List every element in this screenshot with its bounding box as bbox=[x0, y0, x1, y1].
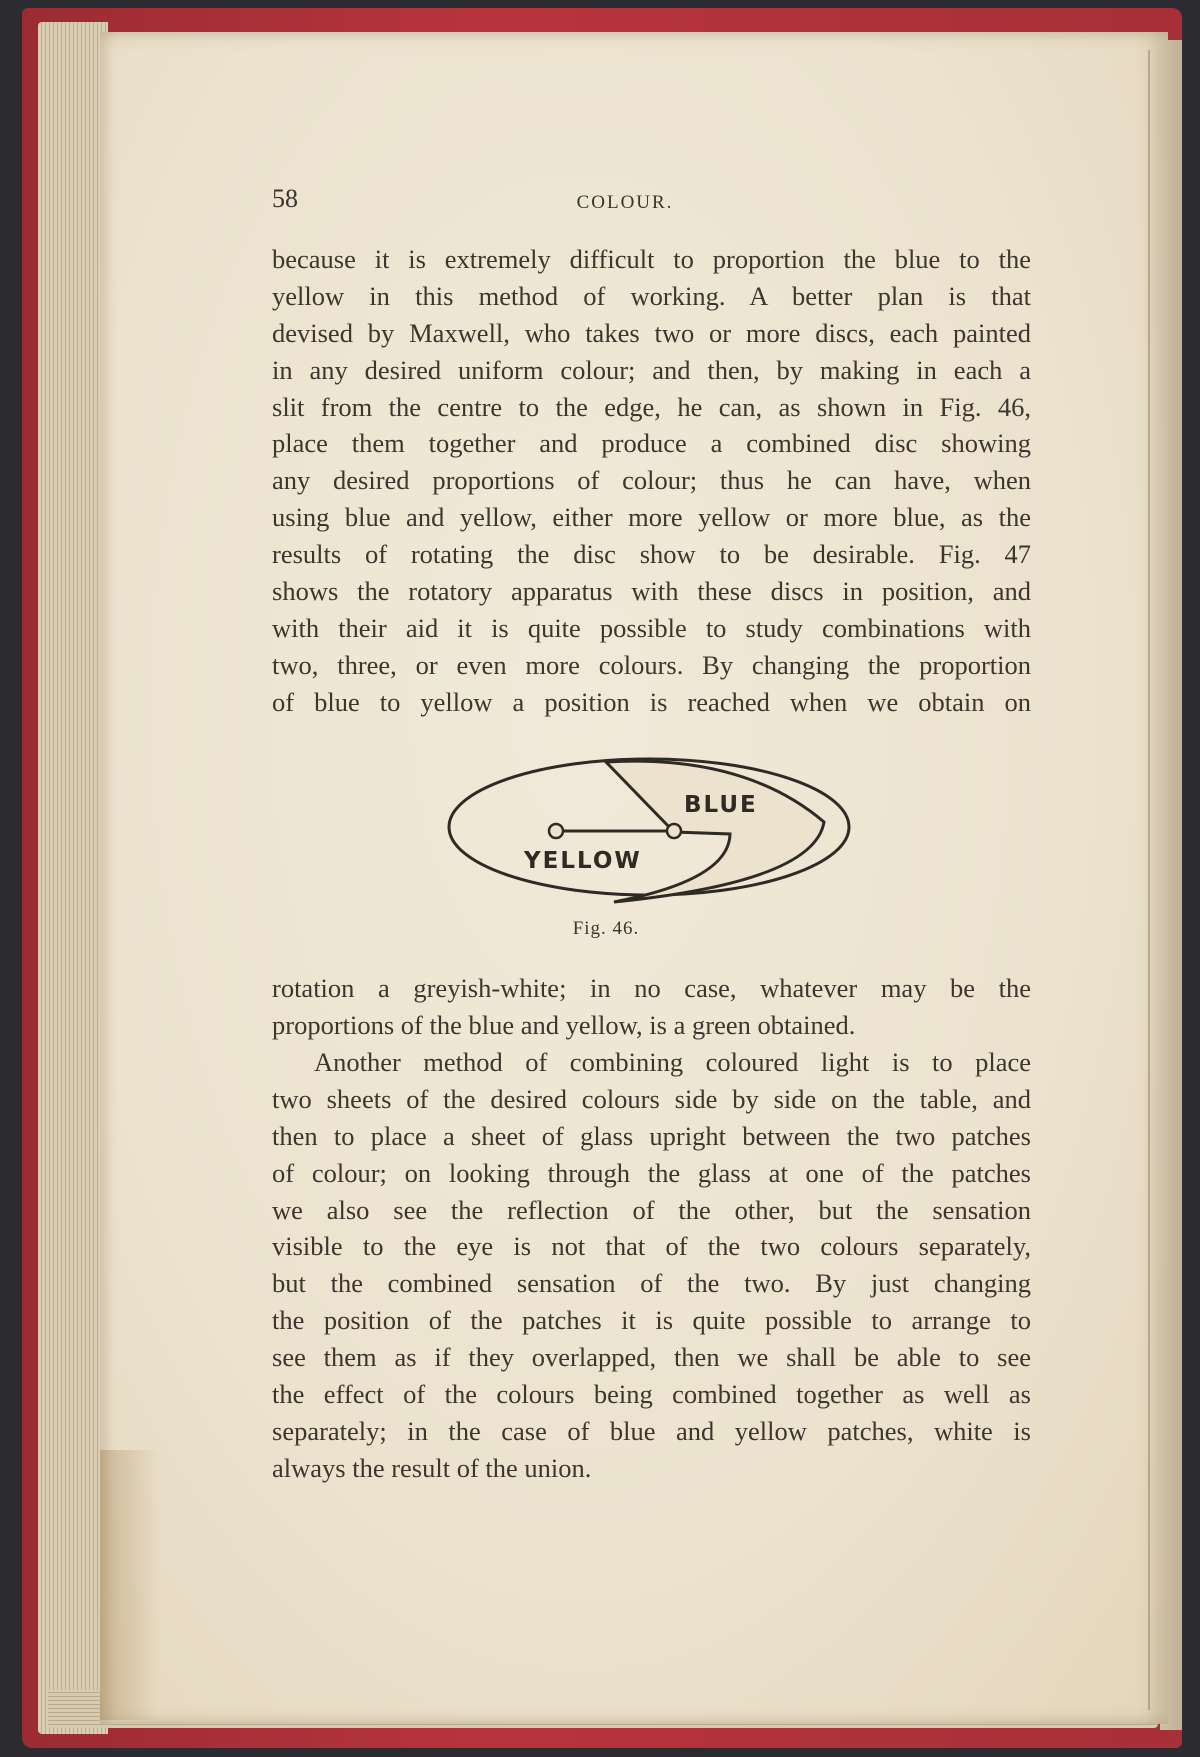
text-line: slit from the centre to the edge, he can, as shown in Fig. 46, bbox=[272, 391, 1031, 422]
text-line: yellow in this method of working. A better plan is that bbox=[272, 280, 1031, 311]
figure-46-disc-diagram bbox=[444, 752, 854, 912]
page-gutter bbox=[1148, 50, 1150, 1710]
text-line: the effect of the colours being combined together as well as bbox=[272, 1379, 1031, 1410]
label-blue: BLUE bbox=[684, 792, 758, 818]
running-head-text: COLOUR. bbox=[576, 192, 674, 213]
page-stain bbox=[100, 1450, 160, 1720]
text-line: of colour; on looking through the glass at one of the patches bbox=[272, 1157, 1031, 1188]
paragraph-1 bbox=[272, 241, 1031, 721]
figure-caption bbox=[0, 918, 1200, 940]
text-line: the position of the patches it is quite possible to arrange to bbox=[272, 1305, 1031, 1336]
running-head bbox=[0, 192, 1200, 214]
figure-caption-text: Fig. 46. bbox=[572, 918, 640, 939]
text-line: with their aid it is quite possible to study combinations with bbox=[272, 612, 1031, 643]
text-line: of blue to yellow a position is reached when we obtain on bbox=[272, 686, 1031, 717]
label-yellow: YELLOW bbox=[524, 848, 642, 874]
paragraph-1-continued bbox=[272, 970, 1031, 1044]
text-line: using blue and yellow, either more yellow or more blue, as the bbox=[272, 502, 1031, 533]
text-line: see them as if they overlapped, then we shall be able to see bbox=[272, 1342, 1031, 1373]
text-line: any desired proportions of colour; thus he can have, when bbox=[272, 465, 1031, 496]
text-line: results of rotating the disc show to be desirable. Fig. 47 bbox=[272, 539, 1031, 570]
centre-pin-right bbox=[667, 824, 681, 838]
text-line: proportions of the blue and yellow, is a green obtained. bbox=[272, 1009, 856, 1040]
text-line: place them together and produce a combined disc showing bbox=[272, 428, 1031, 459]
text-line: but the combined sensation of the two. By just changing bbox=[272, 1268, 1031, 1299]
centre-pin-left bbox=[549, 824, 563, 838]
text-line: visible to the eye is not that of the two colours separately, bbox=[272, 1231, 1031, 1262]
text-line: two sheets of the desired colours side by side on the table, and bbox=[272, 1083, 1031, 1114]
page-edges-left bbox=[38, 22, 108, 1734]
text-line: Another method of combining coloured light is to place bbox=[314, 1047, 1031, 1077]
text-line: shows the rotatory apparatus with these discs in position, and bbox=[272, 576, 1031, 607]
page-number: 58 bbox=[272, 184, 298, 213]
text-line: separately; in the case of blue and yellow patches, white is bbox=[272, 1415, 1031, 1446]
text-line: we also see the reflection of the other, but the sensation bbox=[272, 1194, 1031, 1225]
paragraph-2 bbox=[272, 1044, 1031, 1487]
text-line: always the result of the union. bbox=[272, 1452, 592, 1483]
text-line: two, three, or even more colours. By changing the proportion bbox=[272, 649, 1031, 680]
text-line: because it is extremely difficult to proportion the blue to the bbox=[272, 244, 1031, 274]
text-line: then to place a sheet of glass upright between the two patches bbox=[272, 1120, 1031, 1151]
text-line: devised by Maxwell, who takes two or more discs, each painted bbox=[272, 317, 1031, 348]
text-line: in any desired uniform colour; and then, by making in each a bbox=[272, 354, 1031, 385]
text-line: rotation a greyish-white; in no case, whatever may be the bbox=[272, 973, 1031, 1003]
